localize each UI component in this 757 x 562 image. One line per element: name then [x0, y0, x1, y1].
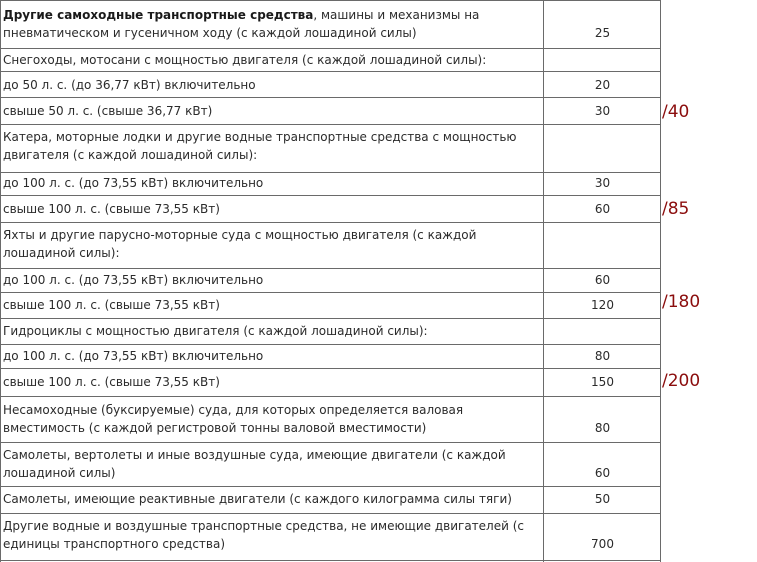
row-description: Самолеты, имеющие реактивные двигатели (с каждого килограмма силы тяги) — [3, 492, 512, 506]
row-divider — [0, 172, 661, 173]
row-value: 60 — [594, 273, 611, 287]
row-description: Несамоходные (буксируемые) суда, для которых определяется валовая вместимость (с каждой регистровой тонны валовой вместимости) — [3, 403, 464, 435]
row-divider — [0, 442, 661, 443]
row-divider — [0, 195, 661, 196]
row-divider — [0, 124, 661, 125]
row-value: 150 — [591, 375, 614, 389]
row-description: до 100 л. с. (до 73,55 кВт) включительно — [3, 176, 264, 190]
row-value: 60 — [594, 202, 611, 216]
row-value: 120 — [591, 298, 614, 312]
row-description: до 50 л. с. (до 36,77 кВт) включительно — [3, 78, 256, 92]
row-description: до 100 л. с. (до 73,55 кВт) включительно — [3, 273, 264, 287]
row-description-bold: Другие самоходные транспортные средства — [3, 8, 314, 22]
row-divider — [0, 486, 661, 487]
row-divider — [0, 318, 661, 319]
row-description: Катера, моторные лодки и другие водные транспортные средства с мощностью двигателя (с каждой лошадиной силы): — [3, 130, 517, 162]
handwritten-note: /200 — [662, 371, 701, 391]
row-description — [3, 6, 538, 42]
row-value: 80 — [594, 349, 611, 363]
row-divider — [0, 513, 661, 514]
row-value: 700 — [591, 537, 614, 551]
row-divider — [0, 222, 661, 223]
handwritten-note: /40 — [662, 102, 690, 122]
handwritten-note: /85 — [662, 199, 690, 219]
row-value: 25 — [594, 26, 611, 40]
row-value: 60 — [594, 466, 611, 480]
row-divider — [0, 344, 661, 345]
row-description: свыше 100 л. с. (свыше 73,55 кВт) — [3, 375, 220, 389]
row-description: свыше 100 л. с. (свыше 73,55 кВт) — [3, 202, 220, 216]
row-description: Снегоходы, мотосани с мощностью двигателя (с каждой лошадиной силы): — [3, 53, 487, 67]
row-value: 30 — [594, 176, 611, 190]
row-description: свыше 50 л. с. (свыше 36,77 кВт) — [3, 104, 213, 118]
row-divider — [0, 268, 661, 269]
row-divider — [0, 48, 661, 49]
row-divider — [0, 292, 661, 293]
table-border-top — [0, 0, 661, 1]
table-border-left — [0, 0, 1, 562]
row-value: 20 — [594, 78, 611, 92]
row-divider — [0, 396, 661, 397]
row-description: Яхты и другие парусно-моторные суда с мощностью двигателя (с каждой лошадиной силы): — [3, 228, 477, 260]
row-value: 30 — [594, 104, 611, 118]
row-value: 80 — [594, 421, 611, 435]
row-description: до 100 л. с. (до 73,55 кВт) включительно — [3, 349, 264, 363]
row-divider — [0, 71, 661, 72]
row-description: Другие водные и воздушные транспортные средства, не имеющие двигателей (с единицы транспортного средства) — [3, 519, 525, 551]
row-divider — [0, 368, 661, 369]
row-value: 50 — [594, 492, 611, 506]
table-border-bottom — [0, 560, 661, 561]
row-description: свыше 100 л. с. (свыше 73,55 кВт) — [3, 298, 220, 312]
row-divider — [0, 97, 661, 98]
row-description: Гидроциклы с мощностью двигателя (с каждой лошадиной силы): — [3, 324, 428, 338]
handwritten-note: /180 — [662, 292, 701, 312]
row-description: Самолеты, вертолеты и иные воздушные суда, имеющие двигатели (с каждой лошадиной силы) — [3, 448, 506, 480]
row-description-rest: , машины и механизмы на пневматическом и гусеничном ходу (с каждой лошадиной силы) — [3, 8, 480, 40]
